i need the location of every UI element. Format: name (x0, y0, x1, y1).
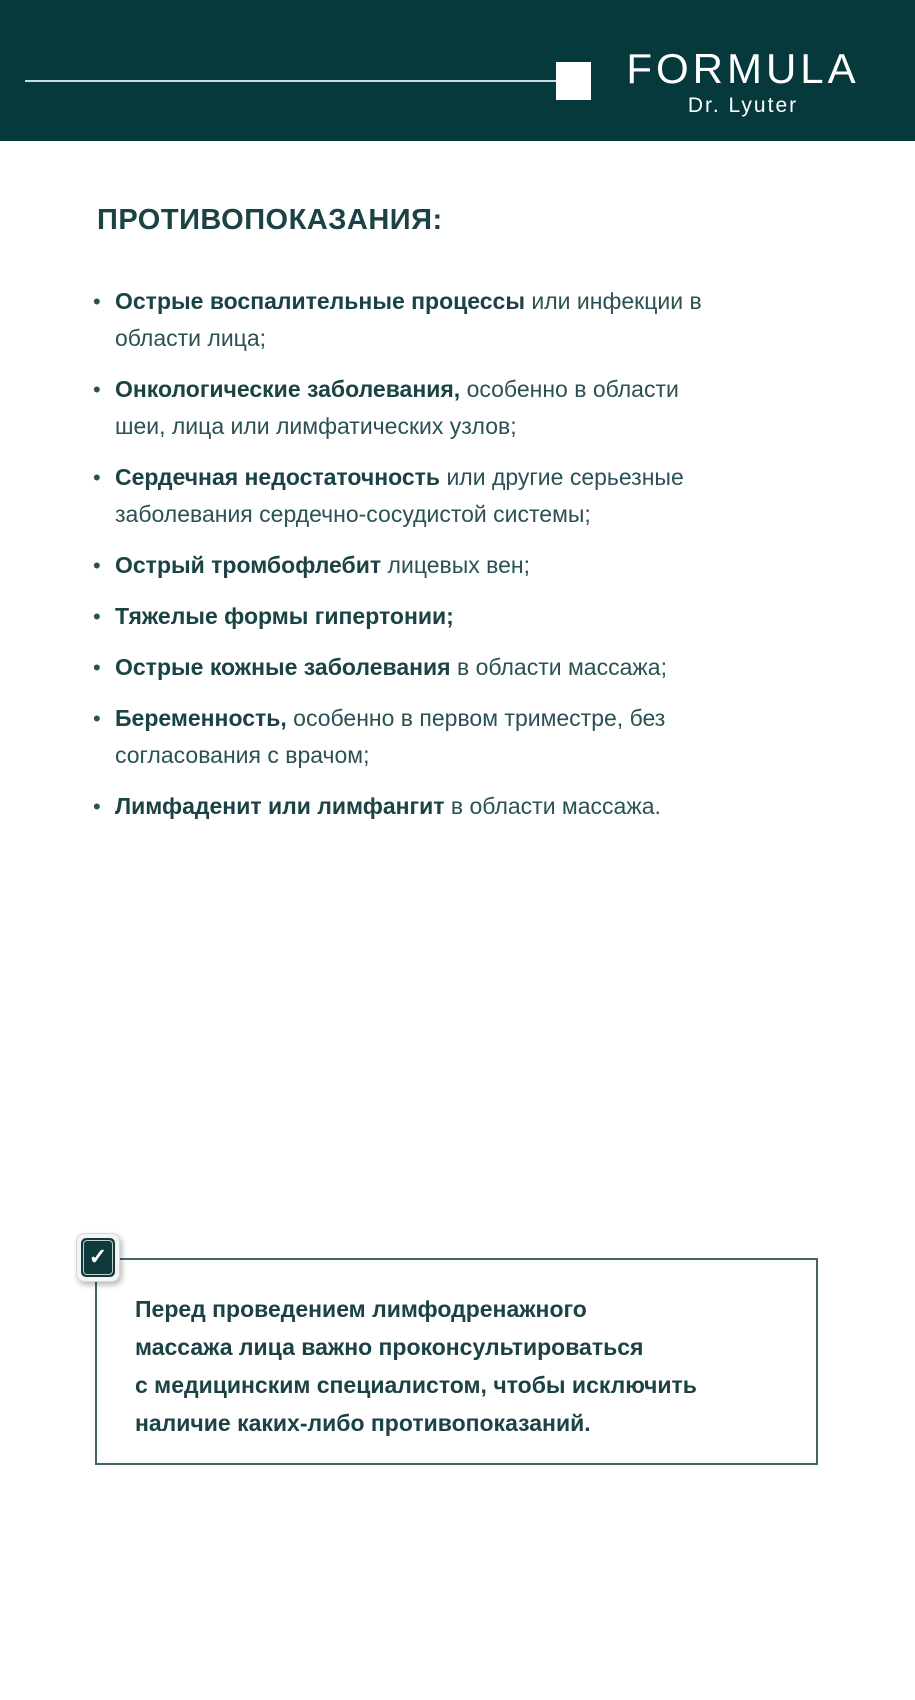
note-box (88, 1243, 818, 1465)
item-rest-text: или инфекции в области лица; (115, 288, 702, 351)
item-bold-text: Беременность, (115, 705, 287, 731)
item-bold-text: Тяжелые формы гипертонии; (115, 603, 454, 629)
item-bold-text: Сердечная недостаточность (115, 464, 441, 490)
note-text (135, 1290, 697, 1442)
logo-square-icon (556, 62, 591, 100)
checkbox-icon[interactable] (76, 1233, 120, 1282)
header-rule-divider (25, 80, 556, 82)
page-title: ПРОТИВОПОКАЗАНИЯ: (97, 204, 443, 236)
note-line: наличие каких-либо противопоказаний. (135, 1410, 591, 1436)
brand-logo (618, 46, 868, 118)
list-item (93, 700, 733, 774)
item-rest-text: в области массажа; (456, 654, 667, 680)
list-item (93, 459, 733, 533)
brand-header (0, 0, 915, 141)
item-rest-text: лицевых вен; (387, 552, 531, 578)
note-line: массажа лица важно проконсультироваться (135, 1334, 644, 1360)
item-bold-text: Острый тромбофлебит (115, 552, 382, 578)
brand-name: FORMULA (626, 45, 860, 92)
item-rest-text: в области массажа. (450, 793, 661, 819)
item-bold-text: Острые воспалительные процессы (115, 288, 525, 314)
item-rest-text: или другие серьезные заболевания сердечно-сосудистой системы; (115, 464, 684, 527)
item-bold-text: Онкологические заболевания, (115, 376, 461, 402)
list-item (93, 649, 733, 686)
list-item (93, 547, 733, 584)
note-line: Перед проведением лимфодренажного (135, 1296, 587, 1322)
contraindications-list (93, 283, 733, 839)
list-item (93, 283, 733, 357)
item-rest-text: особенно в первом триместре, без согласования с врачом; (115, 705, 666, 768)
list-item (93, 598, 733, 635)
list-item (93, 788, 733, 825)
brand-subtitle: Dr. Lyuter (687, 94, 799, 118)
item-rest-text: особенно в области шеи, лица или лимфатических узлов; (115, 376, 679, 439)
item-bold-text: Лимфаденит или лимфангит (115, 793, 445, 819)
checkbox-inner (81, 1238, 115, 1277)
check-mark-icon: ✓ (88, 1243, 108, 1269)
note-line: с медицинским специалистом, чтобы исключить (135, 1372, 697, 1398)
list-item (93, 371, 733, 445)
item-bold-text: Острые кожные заболевания (115, 654, 451, 680)
